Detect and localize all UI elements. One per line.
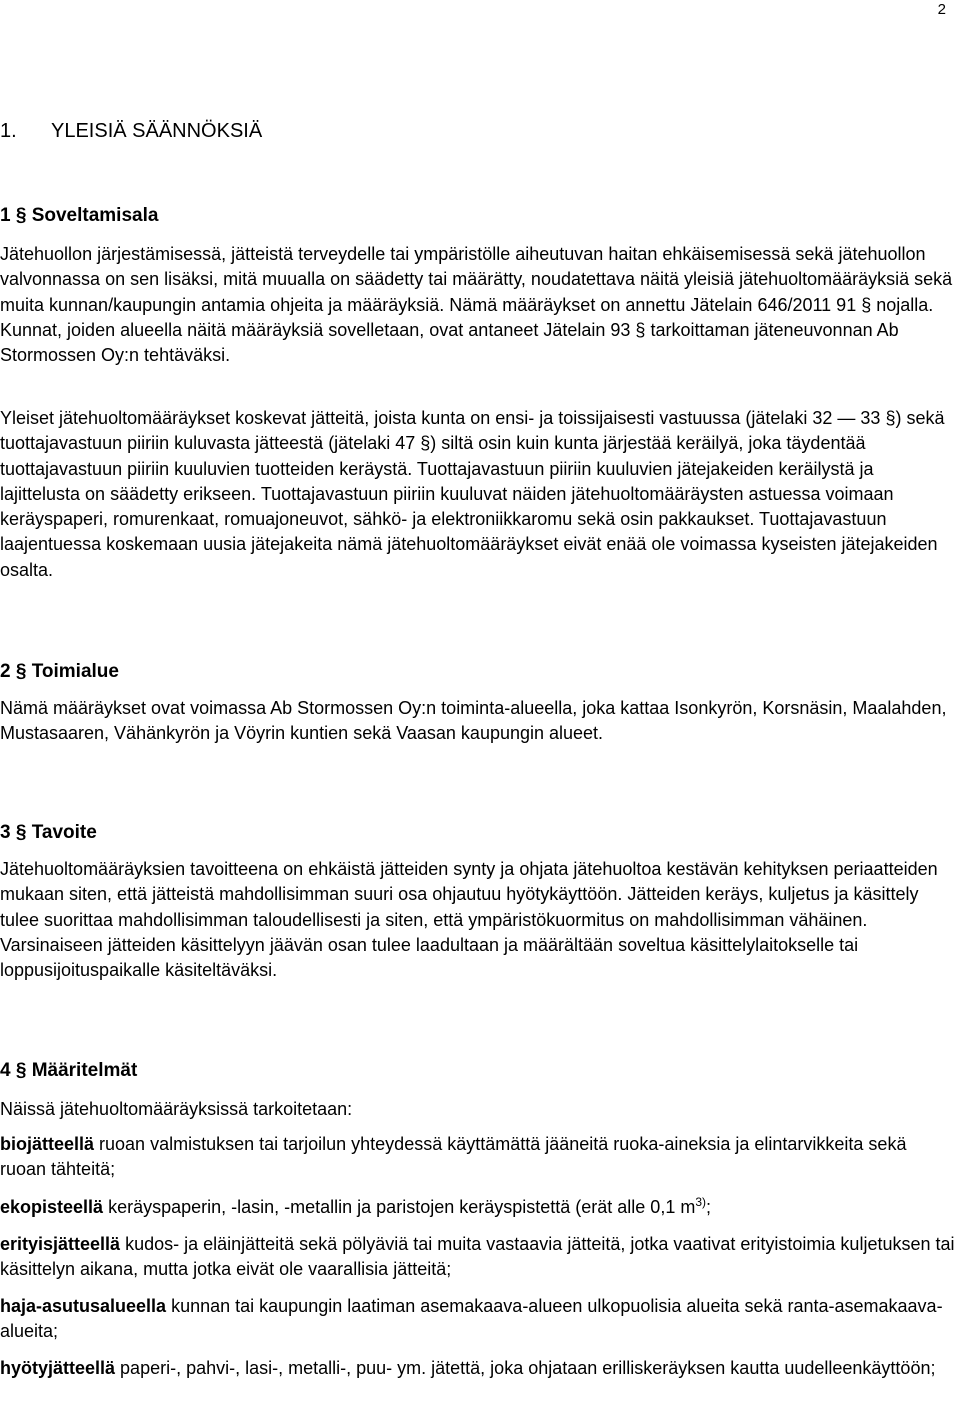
paragraph: Jätehuoltomääräyksien tavoitteena on ehkäistä jätteiden synty ja ohjata jätehuoltoa kestävän kehityksen periaatteiden mukaan siten, että jätteistä mahdollisimman suuri osa ohjautuu hyötykäyttöön. Jätteiden keräys, kuljetus ja käsittely tulee suorittaa mahdollisimman taloudellisesti ja siten, että ympäristökuormitus on mahdollisimman vähäinen. Varsinaiseen jätteiden käsittelyyn jäävän osan tulee laadultaan ja määrältään soveltua käsittelylaitokselle tai loppusijoituspaikalle käsiteltäväksi. [0,859,938,981]
definition-term: hyötyjätteellä [0,1358,116,1378]
definition-item [0,1195,955,1220]
chapter-title [0,117,262,145]
section-heading-2: 2 § Toimialue [0,661,119,682]
definition-text: paperi-, pahvi-, lasi-, metalli-, puu- ym. jätettä, joka ohjataan erilliskeräyksen kautta uudelleenkäyttöön; [115,1358,936,1378]
definition-item [0,1356,955,1381]
definition-text: kunnan tai kaupungin laatiman asemakaava-alueen ulkopuolisia alueita sekä ranta-asemakaava-alueita; [0,1296,943,1342]
superscript: 3) [695,1195,706,1209]
paragraph: Nämä määräykset ovat voimassa Ab Stormossen Oy:n toiminta-alueella, joka kattaa Isonkyrön, Korsnäsin, Maalahden, Mustasaaren, Vähänkyrön ja Vöyrin kuntien sekä Vaasan kaupungin alueet. [0,698,947,744]
section-heading-4: 4 § Määritelmät [0,1060,138,1081]
definition-item [0,1132,955,1183]
definition-item [0,1294,955,1345]
page-number: 2 [937,1,946,18]
paragraph: Jätehuollon järjestämisessä, jätteistä terveydelle tai ympäristölle aiheutuvan haitan ehkäisemisessä sekä jätehuollon valvonnassa on sen lisäksi, mitä muualla on säädetty tai määrätty, noudatettava näitä yleisiä jätehuoltomääräyksiä sekä muita kunnan/kaupungin antamia ohjeita ja määräyksiä. Nämä määräykset on annettu Jätelain 646/2011 91 § nojalla. Kunnat, joiden alueella näitä määräyksiä sovelletaan, ovat antaneet Jätelain 93 § tarkoittaman jäteneuvonnan Ab Stormossen Oy:n tehtäväksi. [0,244,953,366]
definition-tail: ; [706,1197,712,1217]
paragraph: Yleiset jätehuoltomääräykset koskevat jätteitä, joista kunta on ensi- ja toissijaisesti vastuussa (jätelaki 32 — 33 §) sekä tuottajavastuun piiriin kuluvasta jätteestä (jätelaki 47 §) siltä osin kuin kunta järjestää keräilyä, joka täydentää tuottajavastuun piiriin kuuluvien tuotteiden keräystä. Tuottajavastuun piiriin kuuluvien jätejakeiden keräilystä ja lajittelusta on säädetty erikseen. Tuottajavastuun piiriin kuuluvat näiden jätehuoltomääräysten astuessa voimaan keräyspaperi, romurenkaat, romuajoneuvot, sähkö- ja elektroniikkaromu sekä osin pakkaukset. Tuottajavastuun laajentuessa koskemaan uusia jätejakeita nämä jätehuoltomääräykset eivät enää ole voimassa kyseisten jätejakeiden osalta. [0,408,945,580]
definition-term: ekopisteellä [0,1197,104,1217]
definition-item [0,1232,955,1283]
definition-term: haja-asutusalueella [0,1296,167,1316]
section-heading-3: 3 § Tavoite [0,822,97,843]
definition-text: keräyspaperin, -lasin, -metallin ja paristojen keräyspistettä (erät alle 0,1 m [103,1197,696,1217]
section-heading-1: 1 § Soveltamisala [0,205,159,226]
chapter-number: 1. [0,120,17,142]
definition-term: erityisjätteellä [0,1234,121,1254]
definition-term: biojätteellä [0,1134,95,1154]
definition-text: ruoan valmistuksen tai tarjoilun yhteydessä käyttämättä jääneitä ruoka-aineksia ja elintarvikkeita sekä ruoan tähteitä; [0,1134,907,1180]
definition-text: kudos- ja eläinjätteitä sekä pölyäviä tai muita vastaavia jätteitä, jotka vaativat erityistoimia kuljetuksen tai käsittelyn aikana, mutta jotka eivät ole vaarallisia jätteitä; [0,1234,955,1280]
definitions-intro: Näissä jätehuoltomääräyksissä tarkoitetaan: [0,1099,353,1119]
chapter-title-text: YLEISIÄ SÄÄNNÖKSIÄ [51,120,263,142]
